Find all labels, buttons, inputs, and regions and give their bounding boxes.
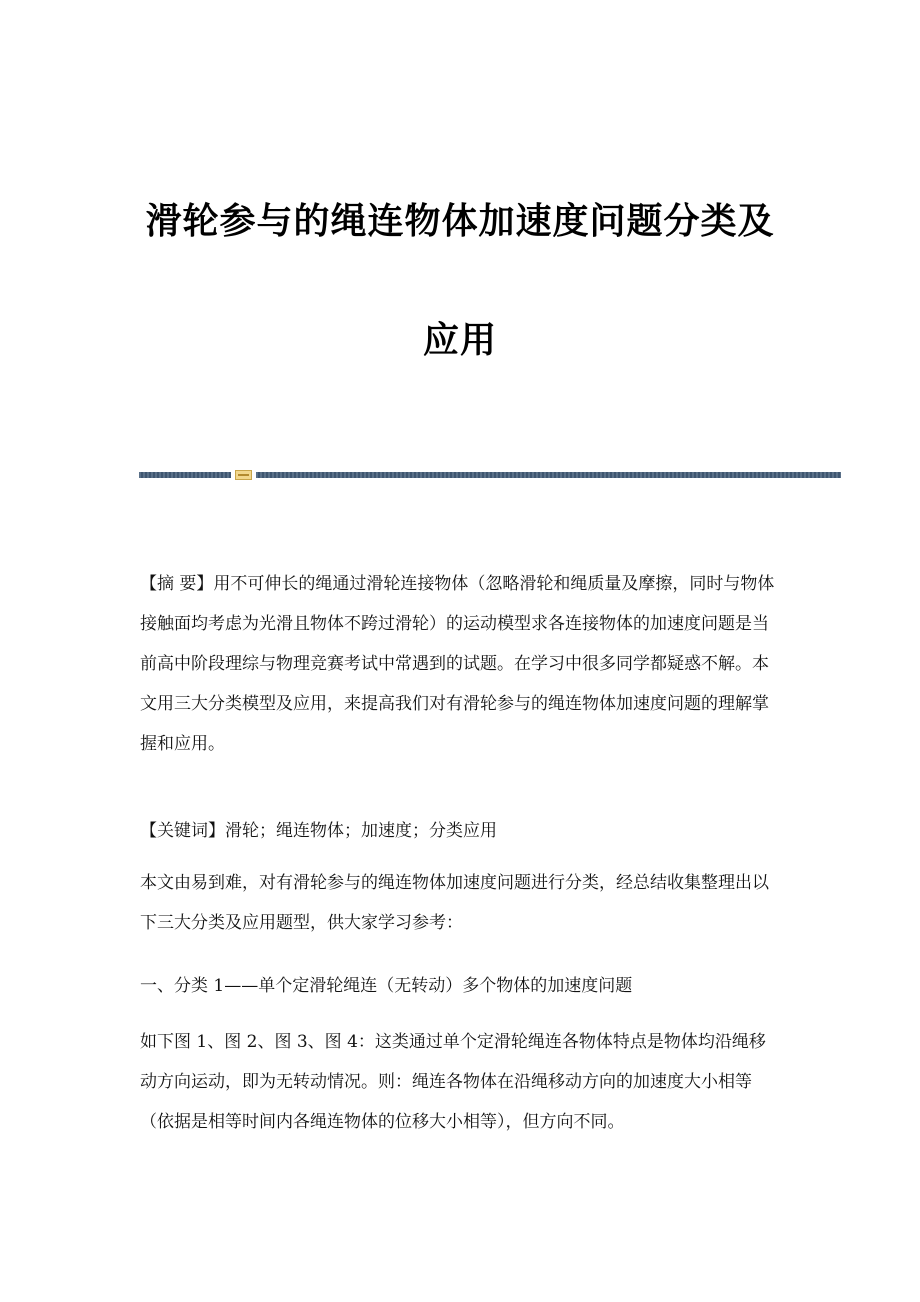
page-title-line-2: 应用 (422, 320, 497, 361)
body-paragraph: 如下图 1、图 2、图 3、图 4：这类通过单个定滑轮绳连各物体特点是物体均沿绳移动方向运动，即为无转动情况。则：绳连各物体在沿绳移动方向的加速度大小相等（依据是相等时间内各绳连物体的位移大小相等），但方向不同。 (140, 1032, 766, 1132)
page-title-line-1: 滑轮参与的绳连物体加速度问题分类及 (145, 201, 775, 242)
intro-paragraph: 本文由易到难，对有滑轮参与的绳连物体加速度问题进行分类，经总结收集整理出以下三大分类及应用题型，供大家学习参考： (140, 873, 769, 933)
divider-bar-right (256, 472, 841, 478)
divider-bar-left (139, 472, 231, 478)
keywords-paragraph: 【关键词】滑轮；绳连物体；加速度；分类应用 (140, 821, 497, 841)
section-heading: 一、分类 1——单个定滑轮绳连（无转动）多个物体的加速度问题 (140, 976, 633, 996)
divider-ornament-icon (235, 470, 252, 480)
title-divider (139, 470, 841, 480)
abstract-paragraph: 【摘 要】用不可伸长的绳通过滑轮连接物体（忽略滑轮和绳质量及摩擦，同时与物体接触面均考虑为光滑且物体不跨过滑轮）的运动模型求各连接物体的加速度问题是当前高中阶段理综与物理竞赛考试中常遇到的试题。在学习中很多同学都疑惑不解。本文用三大分类模型及应用，来提高我们对有滑轮参与的绳连物体加速度问题的理解掌握和应用。 (140, 574, 775, 754)
